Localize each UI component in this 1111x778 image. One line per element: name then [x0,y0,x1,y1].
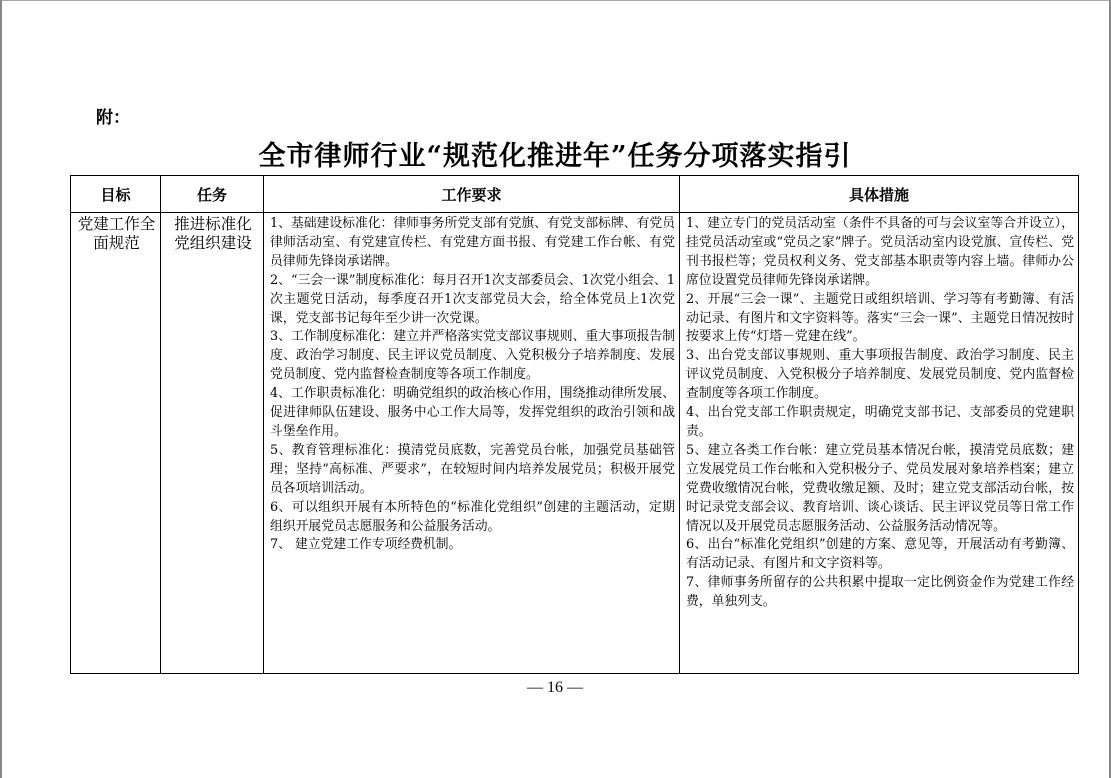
requirement-item: 1、基础建设标准化：律师事务所党支部有党旗、有党支部标牌、有党员律师活动室、有党建宣传栏、有党建方面书报、有党建工作台帐、有党员律师先锋岗承诺牌。 [270,216,675,269]
goal-cell: 党建工作全面规范 [71,213,161,674]
requirement-item: 5、教育管理标准化：摸清党员底数，完善党员台帐，加强党员基础管理；坚持“高标准、严要求”，在较短时间内培养发展党员；积极开展党员各项培训活动。 [270,442,675,496]
annex-label: 附： [96,108,130,128]
page-edge-left [0,0,2,778]
task-guide-table [70,175,1079,674]
header-measures: 具体措施 [680,176,1079,213]
document-title: 全市律师行业“规范化推进年”任务分项落实指引 [258,141,852,172]
requirements-cell [264,213,680,674]
requirement-item: 2、“三会一课”制度标准化：每月召开1次支部委员会、1次党小组会、1次主题党日活动，每季度召开1次支部党员大会，给全体党员上1次党课，党支部书记每年至少讲一次党课。 [270,272,675,326]
measure-item: 7、律师事务所留存的公共积累中提取一定比例资金作为党建工作经费，单独列支。 [686,575,1074,610]
requirement-item: 7、 建立党建工作专项经费机制。 [270,537,462,553]
measure-item: 6、出台“标准化党组织”创建的方案、意见等，开展活动有考勤簿、有活动记录、有图片和文字资料等。 [686,537,1074,572]
page-number: — 16 — [527,679,583,696]
table-header-row [71,176,1079,213]
measure-item: 4、出台党支部工作职责规定，明确党支部书记、支部委员的党建职责。 [686,405,1074,439]
page-edge-top [0,0,1111,1]
measure-item: 3、出台党支部议事规则、重大事项报告制度、政治学习制度、民主评议党员制度、入党积极分子培养制度、发展党员制度、党内监督检查制度等各项工作制度。 [686,348,1074,402]
header-requirements: 工作要求 [264,176,680,213]
header-task: 任务 [161,176,264,213]
table-row [71,213,1079,674]
measure-item: 2、开展“三会一课”、主题党日或组织培训、学习等有考勤簿、有活动记录、有图片和文字资料等。落实“三会一课”、主题党日情况按时按要求上传“灯塔－党建在线”。 [686,291,1074,345]
requirement-item: 6、可以组织开展有本所特色的“标准化党组织”创建的主题活动，定期组织开展党员志愿服务和公益服务活动。 [270,499,675,534]
measure-item: 1、建立专门的党员活动室（条件不具备的可与会议室等合并设立），挂党员活动室或“党员之家”牌子。党员活动室内设党旗、宣传栏、党刊书报栏等；党员权利义务、党支部基本职责等内容上墙。律师办公席位设置党员律师先锋岗承诺牌。 [686,216,1074,288]
measure-item: 5、建立各类工作台帐：建立党员基本情况台帐，摸清党员底数；建立发展党员工作台帐和入党积极分子、党员发展对象培养档案；建立党费收缴情况台帐，党费收缴足额、及时；建立党支部活动台帐，按时记录党支部会议、教育培训、谈心谈话、民主评议党员等日常工作情况以及开展党员志愿服务活动、公益服务活动情况等。 [686,442,1074,534]
header-goal: 目标 [71,176,161,213]
measures-cell [680,213,1079,674]
requirement-item: 4、工作职责标准化：明确党组织的政治核心作用，围绕推动律所发展、促进律师队伍建设、服务中心工作大局等，发挥党组织的政治引领和战斗堡垒作用。 [270,386,675,439]
requirement-item: 3、工作制度标准化：建立并严格落实党支部议事规则、重大事项报告制度、政治学习制度、民主评议党员制度、入党积极分子培养制度、发展党员制度、党内监督检查制度等各项工作制度。 [270,329,675,383]
task-cell: 推进标准化党组织建设 [161,213,264,674]
